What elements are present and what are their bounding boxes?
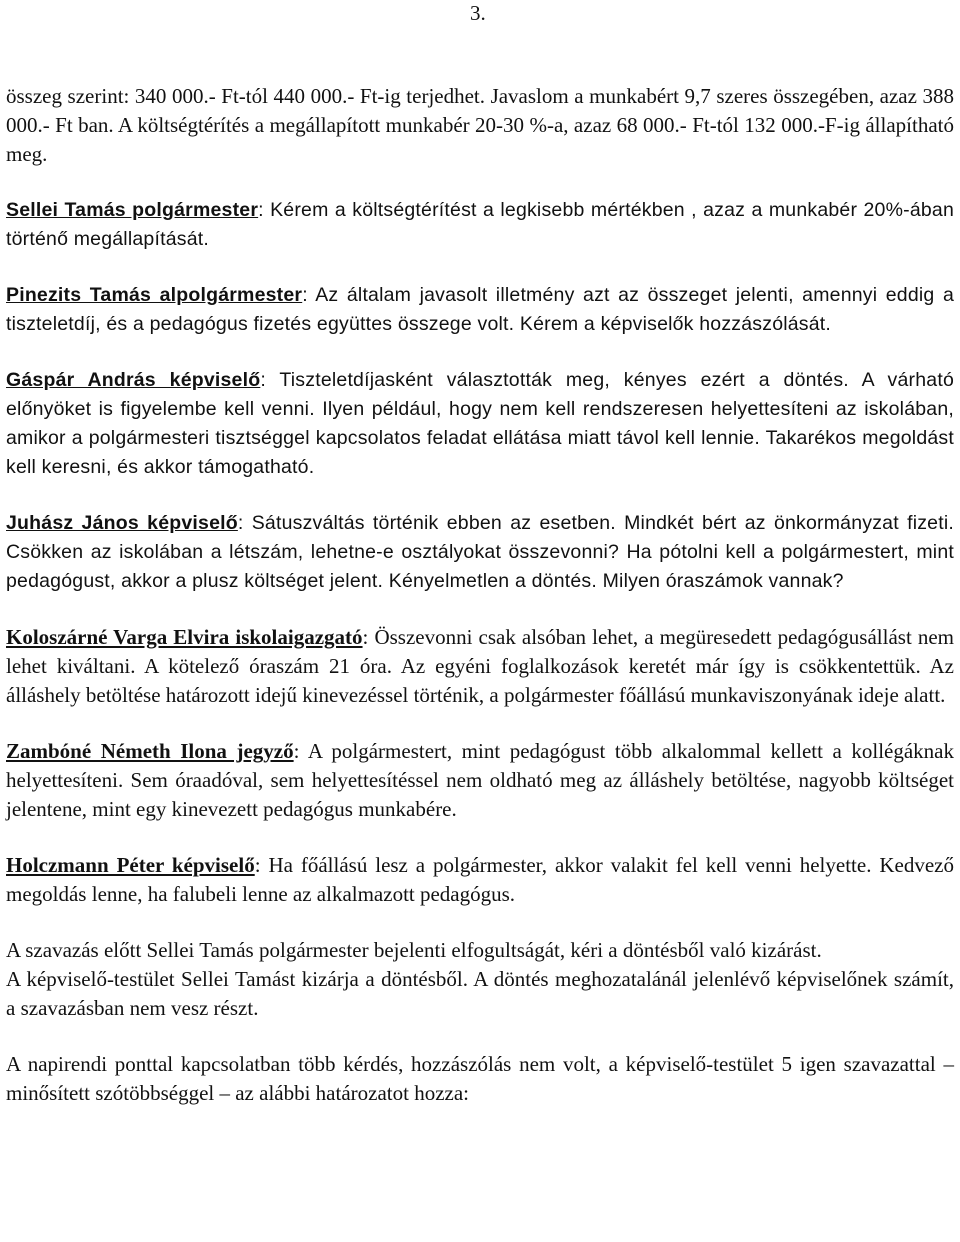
speaker-name: Gáspár András képviselő <box>6 369 261 391</box>
speaker-name: Koloszárné Varga Elvira iskolaigazgató <box>6 625 363 649</box>
paragraph-budget <box>6 82 954 169</box>
document-body <box>6 82 954 1108</box>
speaker-name: Holczmann Péter képviselő <box>6 853 255 877</box>
paragraph-pinezits <box>6 281 954 339</box>
paragraph-resolution-intro <box>6 1050 954 1108</box>
speaker-name: Zambóné Németh Ilona jegyző <box>6 739 294 763</box>
paragraph-text: összeg szerint: 340 000.- Ft-tól 440 000.- Ft-ig terjedhet. Javaslom a munkabért 9,7 szeres összegében, azaz 388 000.- Ft ban. A költségtérítés a megállapított munkabér 20-30 %-a, azaz 68 000.- Ft-tól 132 000.-F-ig állapítható meg. <box>6 84 954 166</box>
paragraph-koloszarne <box>6 623 954 710</box>
paragraph-text: : Kérem a költségtérítést a legkisebb mértékben , azaz a munkabér 20%-ában történő megállapítását. <box>6 199 954 250</box>
page-number: 3. <box>470 1 486 25</box>
paragraph-vote-exclusion-request <box>6 936 954 965</box>
paragraph-text: A képviselő-testület Sellei Tamást kizárja a döntésből. A döntés meghozatalánál jelenlévő képviselőnek számít, a szavazásban nem vesz részt. <box>6 967 954 1020</box>
paragraph-zambone <box>6 737 954 824</box>
paragraph-text: : A polgármestert, mint pedagógust több alkalommal kellett a kollégáknak helyettesíteni. Sem óraadóval, sem helyettesítéssel nem oldható meg az álláshely betöltése, nagyobb költséget jelentene, mint egy kinevezett pedagógus munkabére. <box>6 739 954 821</box>
paragraph-holczmann <box>6 851 954 909</box>
speaker-name: Sellei Tamás polgármester <box>6 199 259 221</box>
paragraph-text: : Az általam javasolt illetmény azt az összeget jelenti, amennyi eddig a tiszteletdíj, és a pedagógus fizetés együttes összege volt. Kérem a képviselők hozzászólását. <box>6 284 954 335</box>
paragraph-text: A napirendi ponttal kapcsolatban több kérdés, hozzászólás nem volt, a képviselő-testület 5 igen szavazattal – minősített szótöbbséggel – az alábbi határozatot hozza: <box>6 1052 954 1105</box>
paragraph-gaspar <box>6 366 954 482</box>
speaker-name: Juhász János képviselő <box>6 512 238 534</box>
paragraph-text: : Ha főállású lesz a polgármester, akkor valakit fel kell venni helyette. Kedvező megoldás lenne, ha falubeli lenne az alkalmazott pedagógus. <box>6 853 954 906</box>
speaker-name: Pinezits Tamás alpolgármester <box>6 284 303 306</box>
paragraph-text: A szavazás előtt Sellei Tamás polgármester bejelenti elfogultságát, kéri a döntésből való kizárást. <box>6 938 822 962</box>
paragraph-vote-exclusion-decision <box>6 965 954 1023</box>
paragraph-text: : Tiszteletdíjasként választották meg, kényes ezért a döntés. A várható előnyöket is figyelembe kell venni. Ilyen például, hogy nem kell rendszeresen helyettesíteni az iskolában, amikor a polgármesteri tisztséggel kapcsolatos feladat ellátása miatt távol kell lennie. Takarékos megoldást kell keresni, és akkor támogatható. <box>6 369 954 478</box>
paragraph-text: : Sátuszváltás történik ebben az esetben. Mindkét bért az önkormányzat fizeti. Csökken az iskolában a létszám, lehetne-e osztályokat összevonni? Ha pótolni kell a polgármestert, mint pedagógust, akkor a plusz költséget jelent. Kényelmetlen a döntés. Milyen óraszámok vannak? <box>6 512 954 592</box>
paragraph-text: : Összevonni csak alsóban lehet, a megüresedett pedagógusállást nem lehet kiváltani. A kötelező óraszám 21 óra. Az egyéni foglalkozások keretét már így is csökkentettük. Az álláshely betöltése határozott idejű kinevezéssel történik, a polgármester főállású munkaviszonyának ideje alatt. <box>6 625 955 707</box>
paragraph-sellei <box>6 196 954 254</box>
paragraph-juhasz <box>6 509 954 596</box>
